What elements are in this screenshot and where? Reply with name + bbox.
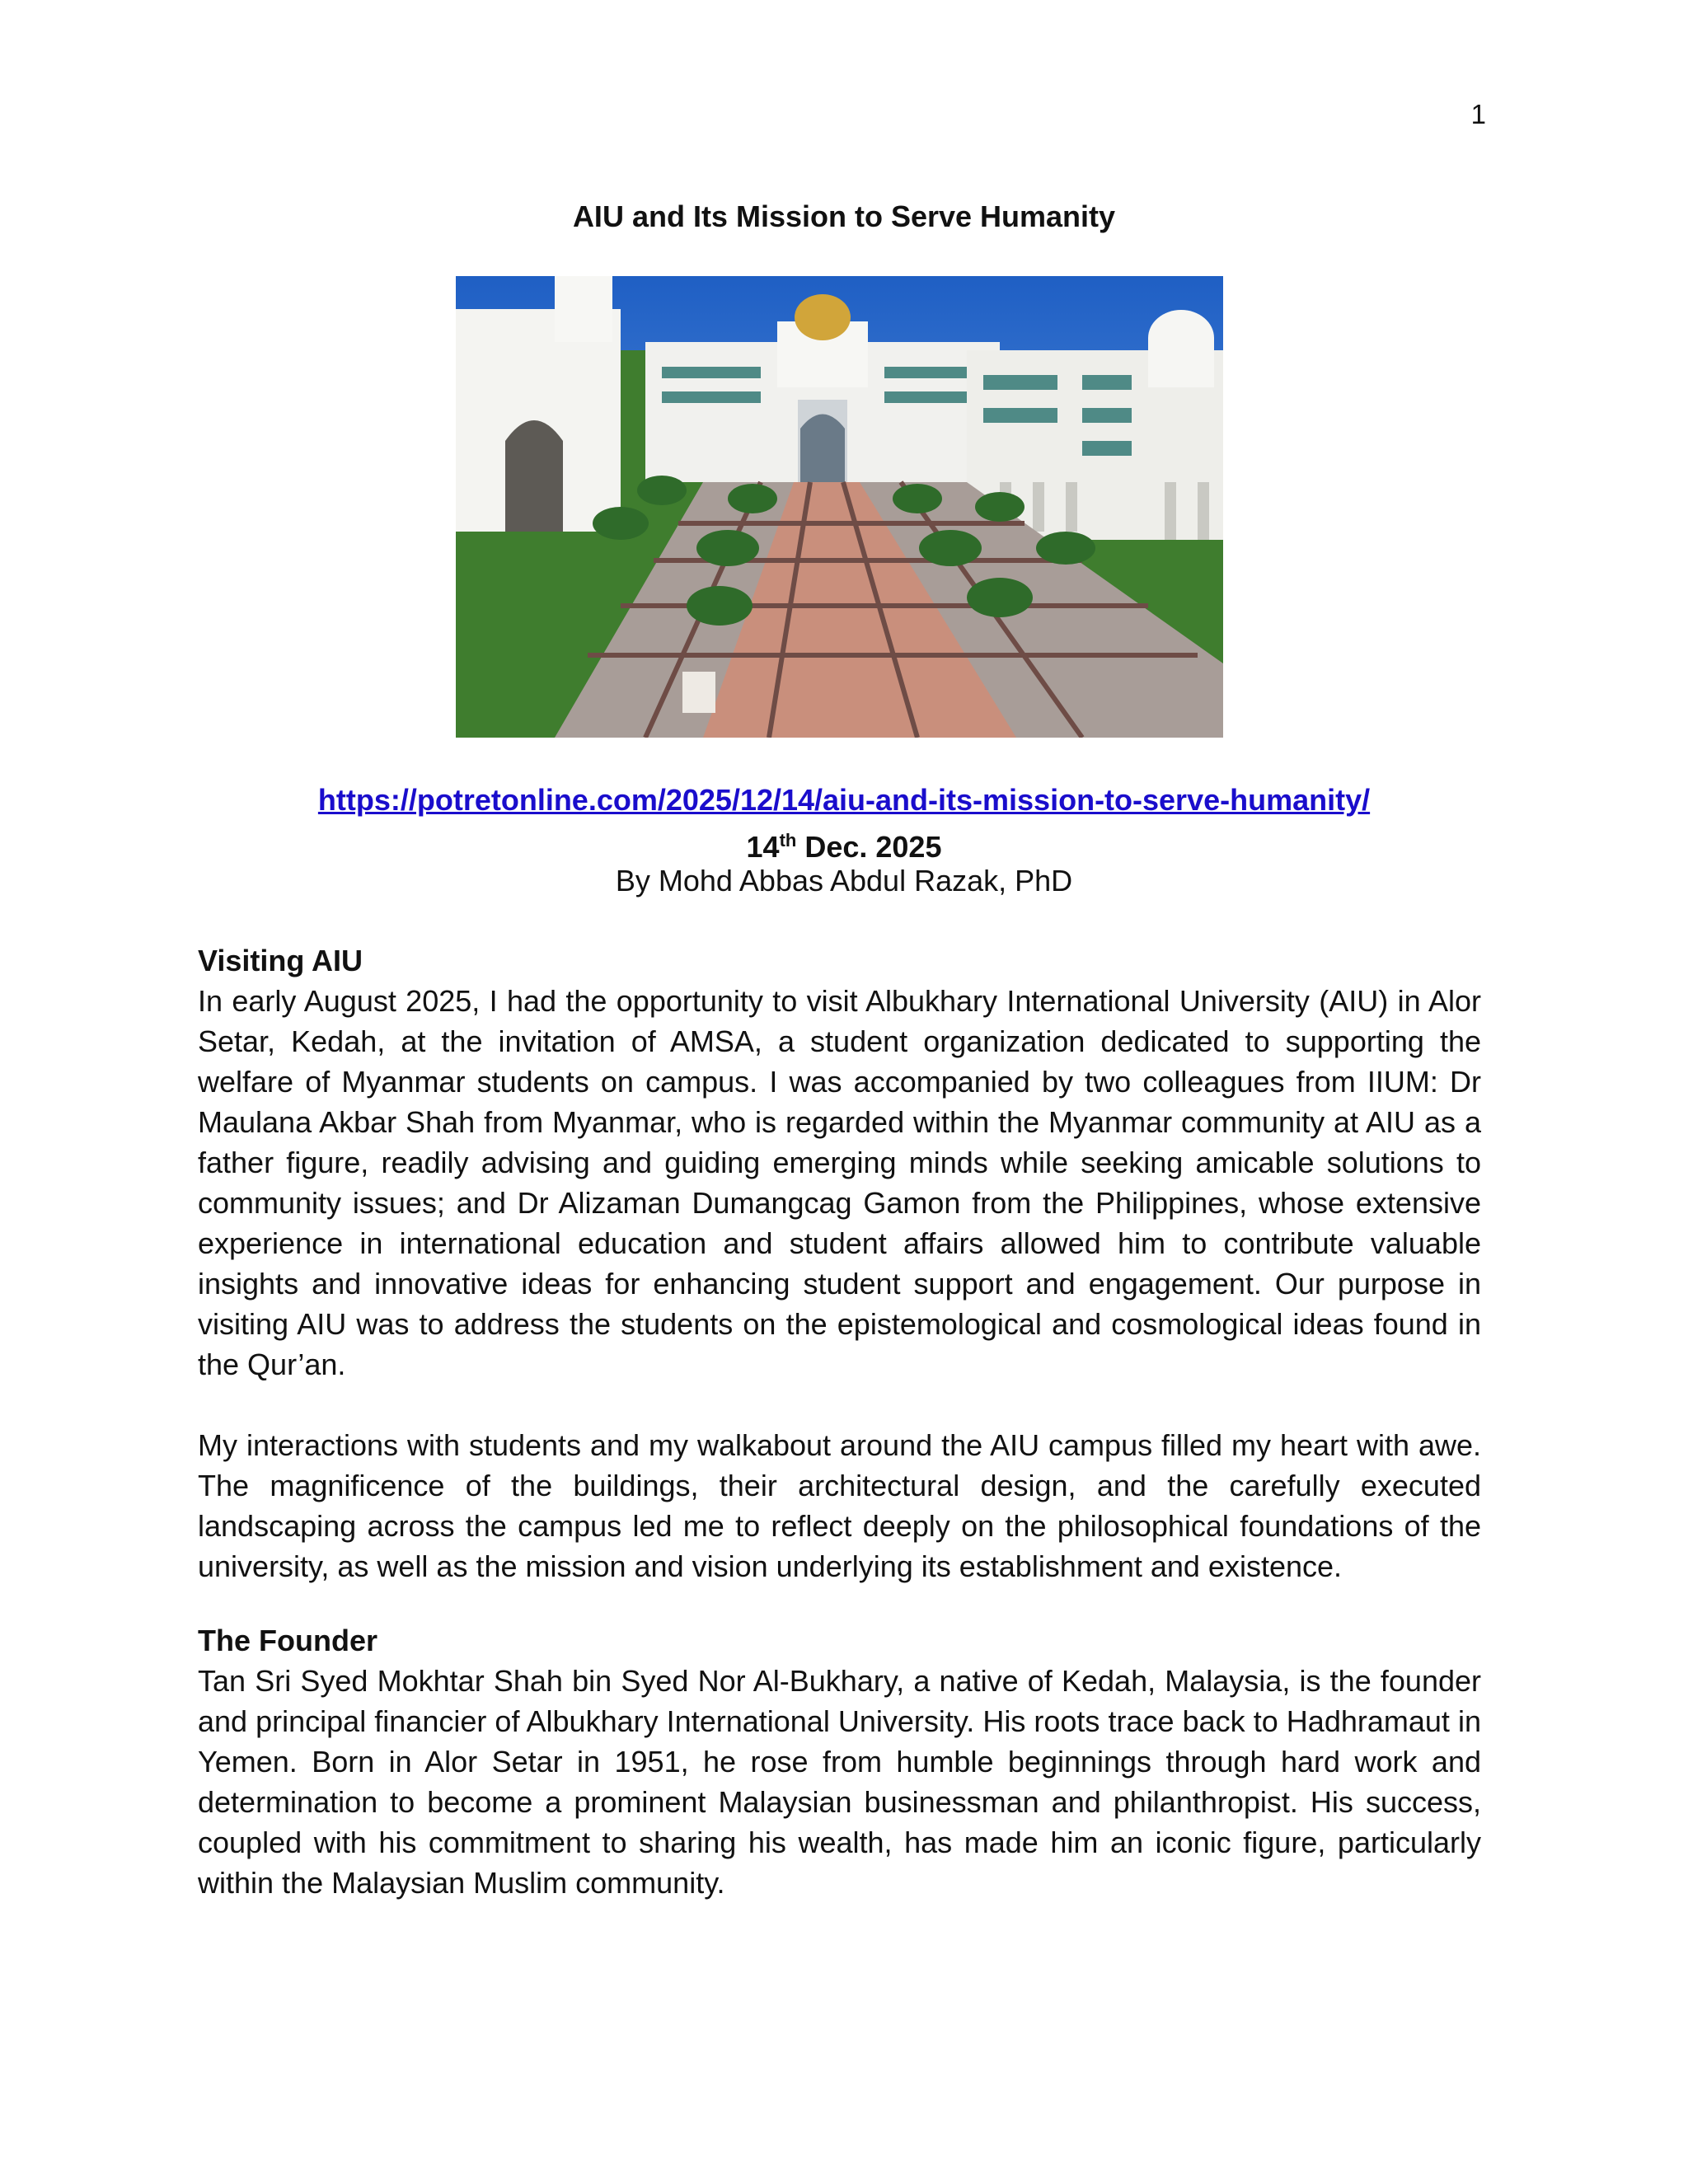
section-visiting xyxy=(198,940,1481,1586)
page-number: 1 xyxy=(1470,99,1486,129)
paragraph: Tan Sri Syed Mokhtar Shah bin Syed Nor Al-Bukhary, a native of Kedah, Malaysia, is the founder and principal financier of Albukhary International University. His roots trace back to Hadhramaut in Yemen. Born in Alor Setar in 1951, he rose from humble beginnings through hard work and determination to become a prominent Malaysian businessman and philanthropist. His success, coupled with his commitment to sharing his wealth, has made him an iconic figure, particularly within the Malaysian Muslim community. xyxy=(198,1664,1481,1900)
section-heading: Visiting AIU xyxy=(198,944,363,977)
article-link[interactable]: https://potretonline.com/2025/12/14/aiu-and-its-mission-to-serve-humanity/ xyxy=(317,783,1371,817)
article-title: AIU and Its Mission to Serve Humanity xyxy=(572,199,1116,233)
author-byline: By Mohd Abbas Abdul Razak, PhD xyxy=(615,864,1073,898)
date-suffix: th xyxy=(779,830,797,851)
campus-photo xyxy=(456,276,1223,738)
section-heading: The Founder xyxy=(198,1624,377,1657)
paragraph: My interactions with students and my walkabout around the AIU campus filled my heart with awe. The magnificence of the buildings, their architectural design, and the carefully executed landscaping across the campus led me to reflect deeply on the philosophical foundations of the university, as well as the mission and vision underlying its establishment and existence. xyxy=(198,1428,1481,1583)
date-rest: Dec. 2025 xyxy=(796,830,942,864)
section-founder xyxy=(198,1620,1481,1903)
paragraph: In early August 2025, I had the opportunity to visit Albukhary International University (AIU) in Alor Setar, Kedah, at the invitation of AMSA, a student organization dedicated to supporting the welfare of Myanmar students on campus. I was accompanied by two colleagues from IIUM: Dr Maulana Akbar Shah from Myanmar, who is regarded within the Myanmar community at AIU as a father figure, readily advising and guiding emerging minds while seeking amicable solutions to community issues; and Dr Alizaman Dumangcag Gamon from the Philippines, whose extensive experience in international education and student affairs allowed him to contribute valuable insights and innovative ideas for enhancing student support and engagement. Our purpose in visiting AIU was to address the students on the epistemological and cosmological ideas found in the Qur’an. xyxy=(198,984,1481,1381)
date-day: 14 xyxy=(746,830,780,864)
